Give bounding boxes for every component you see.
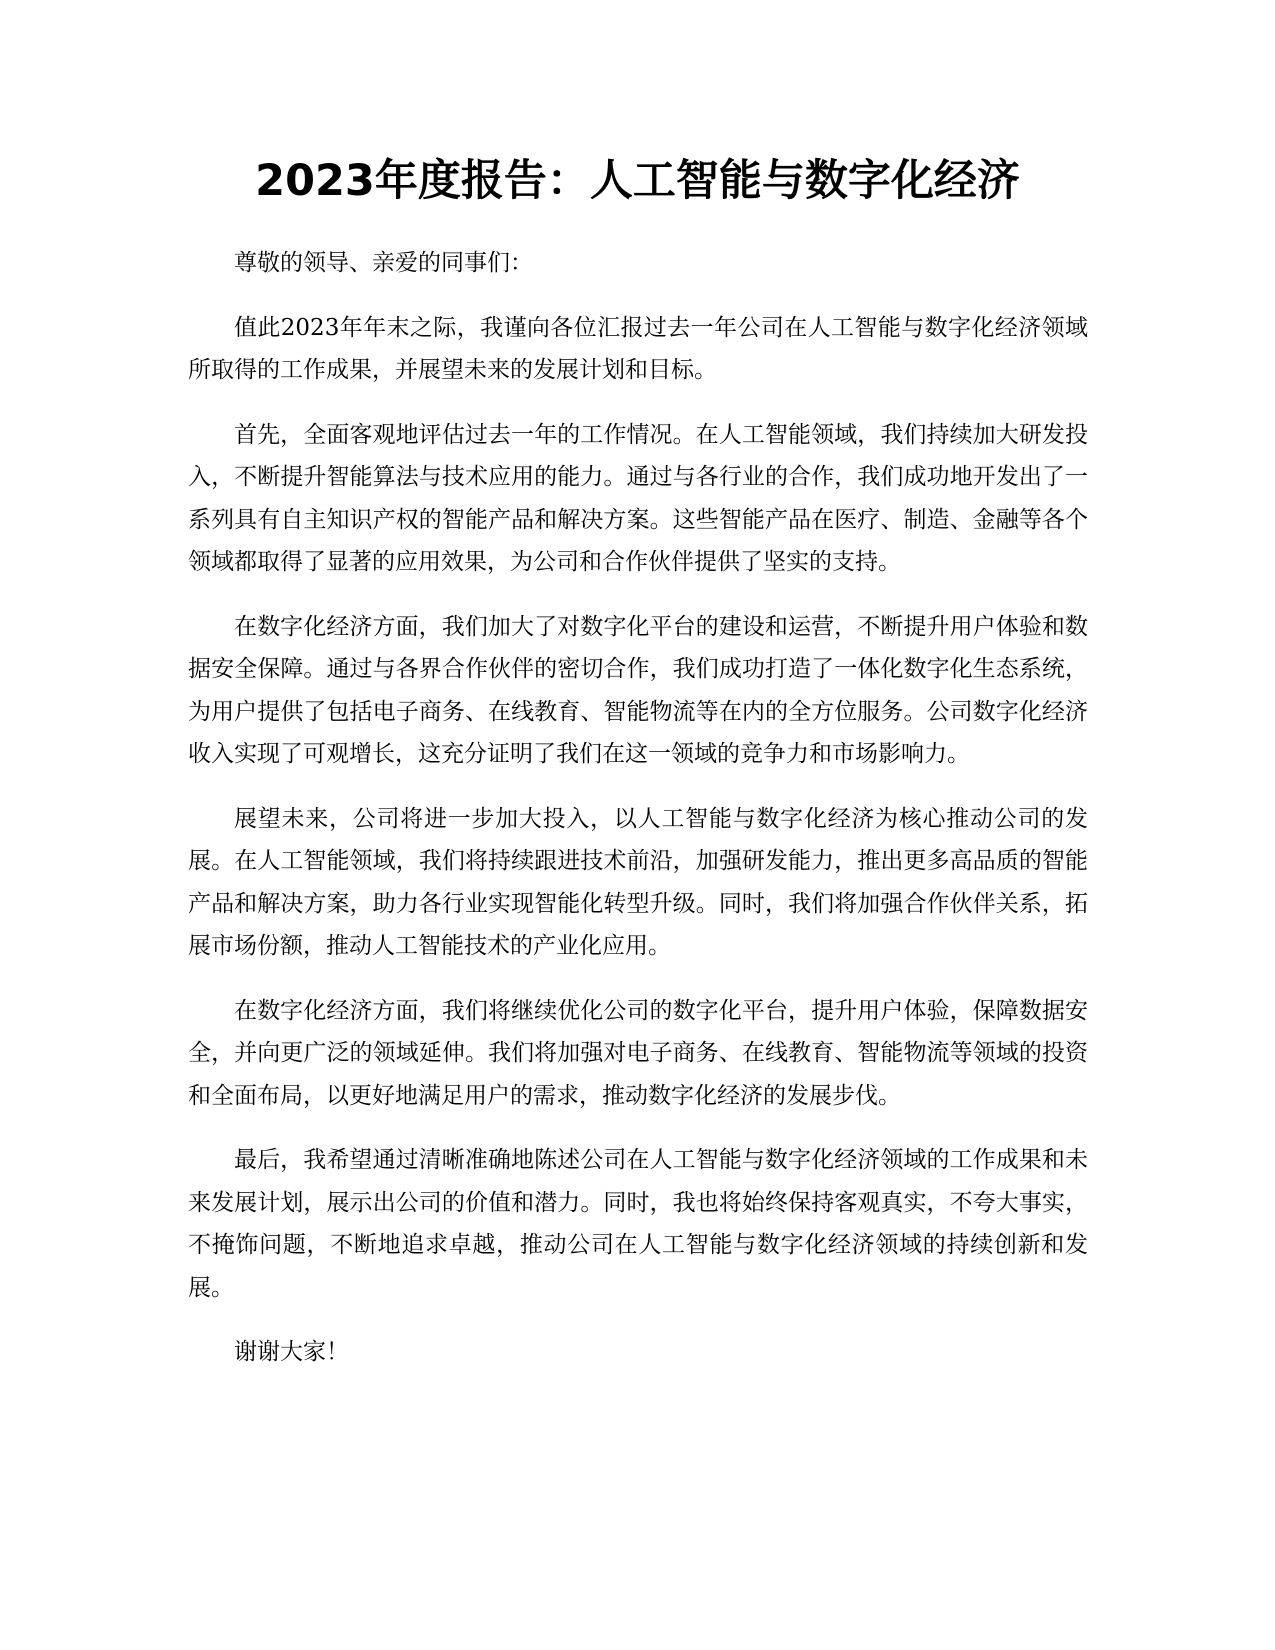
paragraph: 最后，我希望通过清晰准确地陈述公司在人工智能与数字化经济领域的工作成果和未来发展计划，展示出公司的价值和潜力。同时，我也将始终保持客观真实，不夸大事实，不掩饰问题，不断地追求卓越，推动公司在人工智能与数字化经济领域的持续创新和发展。 xyxy=(188,1147,1088,1301)
salutation: 尊敬的领导、亲爱的同事们： xyxy=(234,250,533,276)
paragraph: 值此2023年年末之际，我谨向各位汇报过去一年公司在人工智能与数字化经济领域所取得的工作成果，并展望未来的发展计划和目标。 xyxy=(188,314,1088,383)
document-body xyxy=(188,242,1088,1396)
document-title: 2023年度报告：人工智能与数字化经济 xyxy=(255,156,1020,206)
paragraph: 在数字化经济方面，我们将继续优化公司的数字化平台，提升用户体验，保障数据安全，并向更广泛的领域延伸。我们将加强对电子商务、在线教育、智能物流等领域的投资和全面布局，以更好地满足用户的需求，推动数字化经济的发展步伐。 xyxy=(188,997,1088,1109)
paragraph: 展望未来，公司将进一步加大投入，以人工智能与数字化经济为核心推动公司的发展。在人工智能领域，我们将持续跟进技术前沿，加强研发能力，推出更多高品质的智能产品和解决方案，助力各行业实现智能化转型升级。同时，我们将加强合作伙伴关系，拓展市场份额，推动人工智能技术的产业化应用。 xyxy=(188,805,1088,959)
paragraph: 在数字化经济方面，我们加大了对数字化平台的建设和运营，不断提升用户体验和数据安全保障。通过与各界合作伙伴的密切合作，我们成功打造了一体化数字化生态系统，为用户提供了包括电子商务、在线教育、智能物流等在内的全方位服务。公司数字化经济收入实现了可观增长，这充分证明了我们在这一领域的竞争力和市场影响力。 xyxy=(188,613,1088,767)
paragraph: 首先，全面客观地评估过去一年的工作情况。在人工智能领域，我们持续加大研发投入，不断提升智能算法与技术应用的能力。通过与各行业的合作，我们成功地开发出了一系列具有自主知识产权的智能产品和解决方案。这些智能产品在医疗、制造、金融等各个领域都取得了显著的应用效果，为公司和合作伙伴提供了坚实的支持。 xyxy=(188,421,1088,575)
closing: 谢谢大家！ xyxy=(234,1339,349,1365)
